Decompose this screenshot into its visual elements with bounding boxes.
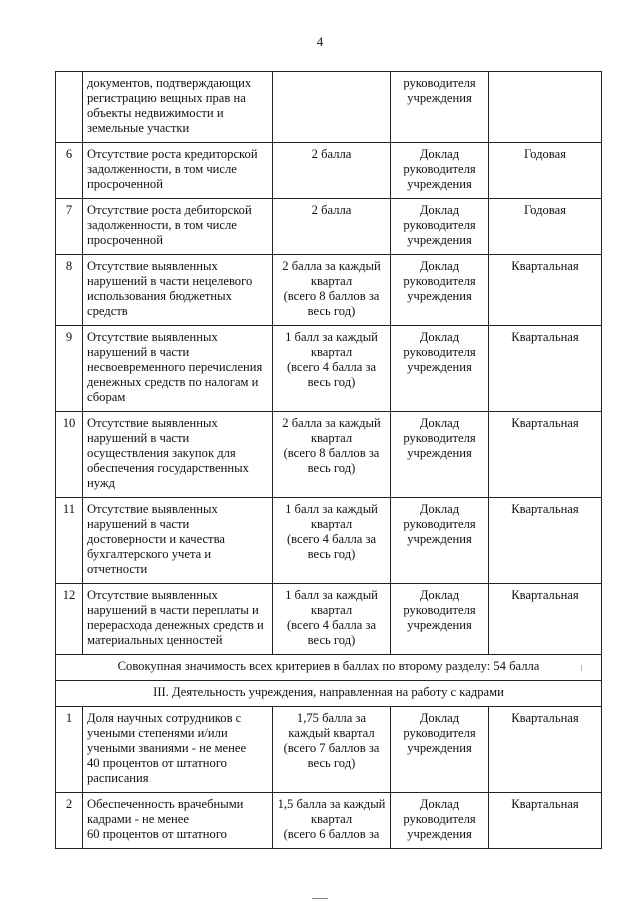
score-cell: 1 балл за каждый квартал (всего 4 балла за весь год) [273,498,391,584]
table-row [56,584,602,655]
period-cell: Годовая [489,199,602,255]
scan-mark [581,665,582,671]
criterion-cell: Отсутствие выявленных нарушений в части несвоевременного перечисления денежных средств по налогам и сборам [83,326,273,412]
row-number: 9 [56,326,83,412]
section-total: Совокупная значимость всех критериев в баллах по второму разделу: 54 балла [56,655,602,681]
table-row [56,255,602,326]
score-cell: 1,75 балла за каждый квартал (всего 7 баллов за весь год) [273,707,391,793]
table-row [56,199,602,255]
row-number: 11 [56,498,83,584]
row-number: 7 [56,199,83,255]
score-cell: 2 балла за каждый квартал (всего 8 баллов за весь год) [273,255,391,326]
period-cell: Квартальная [489,584,602,655]
period-cell [489,72,602,143]
table-row [56,707,602,793]
row-number: 1 [56,707,83,793]
criterion-cell: Отсутствие выявленных нарушений в части переплаты и перерасхода денежных средств и материальных ценностей [83,584,273,655]
score-cell: 1 балл за каждый квартал (всего 4 балла за весь год) [273,584,391,655]
score-cell: 2 балла [273,143,391,199]
period-cell: Квартальная [489,412,602,498]
criterion-cell: Доля научных сотрудников с учеными степенями и/или учеными званиями - не менее 40 процентов от штатного расписания [83,707,273,793]
table-row [56,326,602,412]
score-cell: 2 балла [273,199,391,255]
score-cell [273,72,391,143]
criterion-cell: Отсутствие выявленных нарушений в части осуществления закупок для обеспечения государственных нужд [83,412,273,498]
section-heading: III. Деятельность учреждения, направленная на работу с кадрами [56,681,602,707]
criterion-cell: Отсутствие роста кредиторской задолженности, в том числе просроченной [83,143,273,199]
score-cell: 1 балл за каждый квартал (всего 4 балла за весь год) [273,326,391,412]
row-number: 8 [56,255,83,326]
criterion-cell: Отсутствие выявленных нарушений в части достоверности и качества бухгалтерского учета и отчетности [83,498,273,584]
scan-mark [312,898,328,899]
document-cell: Доклад руководителя учреждения [391,707,489,793]
table-row [56,793,602,849]
criteria-table-body [56,72,602,849]
document-cell: руководителя учреждения [391,72,489,143]
criterion-cell: документов, подтверждающих регистрацию вещных прав на объекты недвижимости и земельные участки [83,72,273,143]
table-row [56,412,602,498]
period-cell: Квартальная [489,707,602,793]
criterion-cell: Отсутствие роста дебиторской задолженности, в том числе просроченной [83,199,273,255]
row-number: 6 [56,143,83,199]
document-cell: Доклад руководителя учреждения [391,255,489,326]
section-heading-row [56,681,602,707]
row-number: 12 [56,584,83,655]
document-cell: Доклад руководителя учреждения [391,793,489,849]
row-number: 2 [56,793,83,849]
criterion-cell: Отсутствие выявленных нарушений в части нецелевого использования бюджетных средств [83,255,273,326]
document-cell: Доклад руководителя учреждения [391,143,489,199]
period-cell: Квартальная [489,793,602,849]
score-cell: 1,5 балла за каждый квартал (всего 6 баллов за [273,793,391,849]
row-number [56,72,83,143]
score-cell: 2 балла за каждый квартал (всего 8 баллов за весь год) [273,412,391,498]
section-total-row [56,655,602,681]
table-row [56,143,602,199]
document-cell: Доклад руководителя учреждения [391,326,489,412]
document-cell: Доклад руководителя учреждения [391,584,489,655]
period-cell: Квартальная [489,255,602,326]
criterion-cell: Обеспеченность врачебными кадрами - не менее 60 процентов от штатного [83,793,273,849]
criteria-table [55,71,602,849]
row-number: 10 [56,412,83,498]
period-cell: Годовая [489,143,602,199]
period-cell: Квартальная [489,326,602,412]
table-row [56,72,602,143]
document-cell: Доклад руководителя учреждения [391,498,489,584]
page-number: 4 [316,34,324,49]
table-row [56,498,602,584]
period-cell: Квартальная [489,498,602,584]
document-cell: Доклад руководителя учреждения [391,412,489,498]
document-cell: Доклад руководителя учреждения [391,199,489,255]
